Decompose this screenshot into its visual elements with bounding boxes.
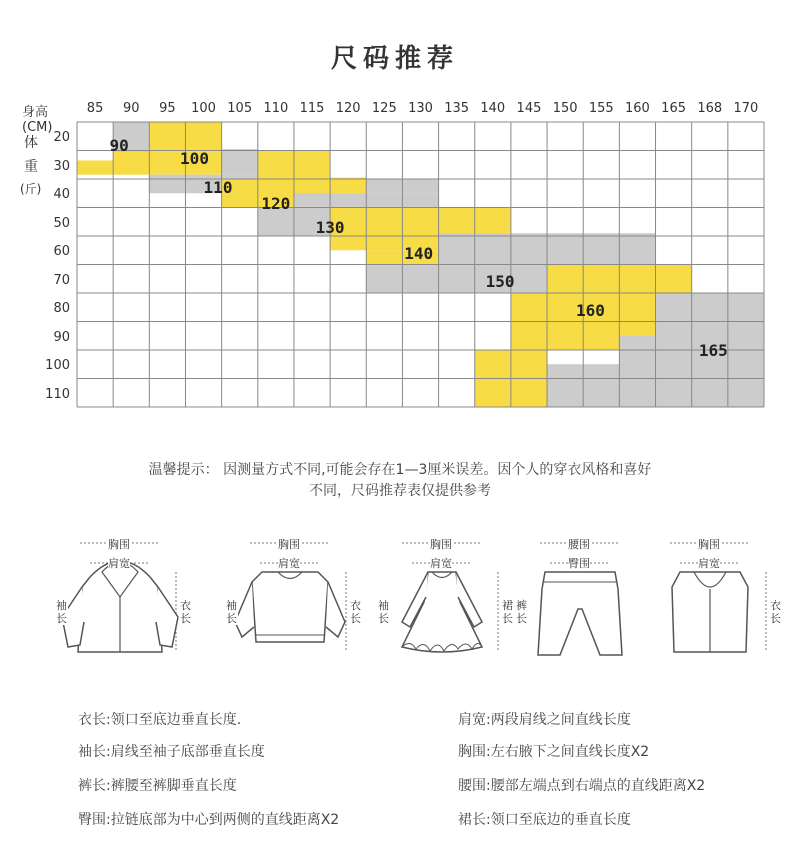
garment-label-top: 胸围 [108,538,130,551]
page-title: 尺码推荐 [330,44,459,74]
def-right-0: 肩宽:两段肩线之间直线长度 [458,712,631,728]
weight-tick-label: 50 [53,215,70,231]
size-label: 140 [404,243,434,263]
size-label: 160 [575,300,605,320]
weight-axis-label: (斤) [20,182,42,196]
size-label: 150 [485,272,515,292]
height-tick-label: 168 [697,101,723,116]
block-90b [77,160,113,174]
def-right-2: 腰围:腰部左端点到右端点的直线距离X2 [458,778,706,794]
height-tick-label: 95 [159,101,176,116]
height-tick-label: 135 [444,101,470,116]
tip-line-1: 温馨提示： 因测量方式不同,可能会存在1—3厘米误差。因个人的穿衣风格和喜好 [148,462,652,478]
height-tick-label: 85 [86,101,104,116]
garment-label-top: 胸围 [278,538,300,551]
height-tick-label: 140 [480,101,506,116]
block-150c [511,250,547,264]
height-tick-label: 170 [733,101,759,116]
def-left-3: 臀围:拉链底部为中心到两侧的直线距离X2 [78,812,340,828]
def-left-1: 袖长:肩线至袖子底部垂直长度 [78,744,265,760]
weight-tick-label: 70 [53,272,70,288]
height-tick-label: 125 [371,101,397,116]
size-label: 110 [203,178,233,198]
garment-label-left: 袖长 [378,599,389,625]
size-label: 120 [261,194,291,214]
size-label: 130 [315,218,345,238]
garment-label-sub: 肩宽 [108,557,130,570]
weight-tick-label: 40 [53,187,70,202]
height-tick-label: 130 [408,101,433,116]
height-tick-label: 160 [625,101,650,116]
def-right-1: 胸围:左右腋下之间直线长度X2 [458,744,650,760]
weight-axis-label: 重 [24,159,38,175]
garment-label-sub: 臀围 [568,557,590,570]
garment-label-right: 衣长 [770,599,781,625]
garment-label-sub: 肩宽 [698,557,720,570]
block-110b [222,149,258,175]
garment-label-right: 衣长 [180,599,191,625]
def-left-2: 裤长:裤腰至裤脚垂直长度 [78,778,237,794]
weight-tick-label: 80 [53,301,70,316]
garment-label-sub: 肩宽 [278,557,300,570]
garment-label-left: 袖长 [56,599,67,625]
height-tick-label: 120 [335,101,361,116]
garment-label-top: 胸围 [430,538,452,551]
height-tick-label: 165 [661,101,686,116]
height-axis-label: 身高(CM) [22,105,53,135]
height-tick-label: 90 [122,101,140,116]
height-tick-label: 115 [299,101,325,116]
height-tick-label: 105 [227,101,253,116]
def-right-3: 裙长:领口至底边的垂直长度 [458,812,631,828]
height-tick-label: 155 [588,101,614,116]
garment-label-right: 衣长 [350,599,361,625]
garment-label-top: 胸围 [698,538,720,551]
size-label: 90 [109,135,129,155]
tip-line-2: 不同，尺码推荐表仅提供参考 [309,483,491,499]
weight-tick-label: 60 [53,244,70,259]
garment-label-top: 腰围 [568,538,590,551]
height-tick-label: 100 [191,101,216,116]
weight-tick-label: 100 [45,358,70,373]
height-tick-label: 110 [263,101,289,116]
garment-label-sub: 肩宽 [430,557,452,570]
weight-tick-label: 20 [53,130,70,145]
garment-label-left: 裤长 [516,599,527,625]
weight-tick-label: 90 [53,329,70,345]
weight-tick-label: 30 [53,158,70,174]
weight-tick-label: 110 [45,386,70,402]
weight-axis-label: 体 [24,135,38,151]
garment-label-left: 袖长 [226,599,237,625]
size-label: 100 [180,148,209,168]
size-label: 165 [698,340,728,360]
garment-label-right: 裙长 [502,599,513,625]
height-tick-label: 145 [516,101,542,116]
height-tick-label: 150 [552,101,578,116]
block-120c [330,178,366,194]
def-left-0: 衣长:领口至底边垂直长度. [78,712,242,728]
size-chart-grid [0,0,790,420]
